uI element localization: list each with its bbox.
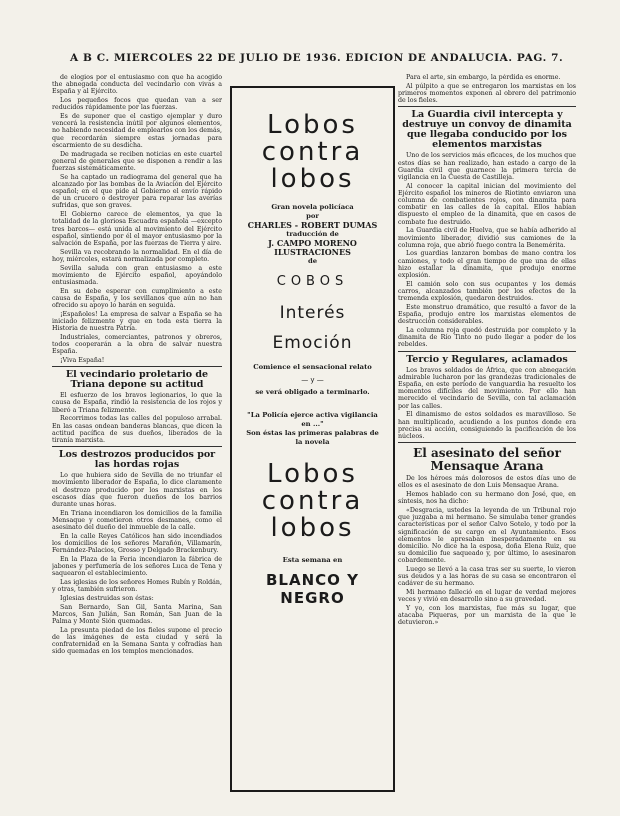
- paragraph: De madrugada se reciben noticias en este cuartel general de generales que se disponen a rendir a las fuerzas sistemáticamente.: [52, 150, 222, 172]
- ad-author: CHARLES - ROBERT DUMAS: [247, 220, 378, 230]
- paragraph: ¡Viva España!: [60, 357, 105, 365]
- ad-word-emocion: Emoción: [272, 333, 353, 353]
- asesinato-article: [398, 475, 576, 627]
- destrozos-article: [52, 472, 222, 655]
- paragraph: La columna roja quedó destruida por completo y la dinamita de Río Tinto no pudo llegar a poder de los rebeldes.: [398, 326, 576, 349]
- ad-line2: se verá obligado a terminarlo.: [255, 388, 370, 396]
- ad-title-line: lobos: [270, 164, 355, 194]
- paragraph: Iglesias destruidas son éstas:: [60, 594, 154, 602]
- paragraph: De los héroes más dolorosos de estos días uno de ellos es el asesinato de don Luis Mensaque Arana.: [398, 475, 576, 490]
- paragraph: Los pequeños focos que quedan van a ser reducidos rápidamente por las fuerzas.: [52, 97, 222, 112]
- divider: [52, 446, 222, 447]
- paragraph: El camión solo con sus ocupantes y los demás carros, alcanzados también por los efectos de la tremenda explosión, quedaron destruidos.: [398, 280, 576, 303]
- ad-illustrator: COBOS: [276, 274, 349, 289]
- right-intro: [398, 74, 576, 104]
- ad-title2-line: lobos: [270, 513, 355, 543]
- ad-week: Esta semana en: [282, 556, 343, 564]
- paragraph: Los guardias lanzaron bombas de mano contra los camiones, y todo el gran tiempo de que una de ellas hizo estallar la dinamita, que produjo enorme explosión.: [398, 250, 576, 280]
- paragraph: En su debe esperar con cumplimiento a este causa de España, y los sevillanos que aún no han ofrecido su apoyo lo harán en seguida.: [52, 287, 222, 310]
- paragraph: Sevilla saluda con gran entusiasmo a este movimiento de Ejército español, apoyándolo entusiasmada.: [52, 264, 222, 286]
- paragraph: Industriales, comerciantes, patronos y obreros, todos cooperarán a la obra de salvar nuestra España.: [52, 333, 222, 356]
- paragraph: El esfuerzo de los bravos legionarios, lo que la causa de España, rindió la resistencia de los rojos y liberó a Triana felizmente.: [52, 392, 222, 414]
- paragraph: Las iglesias de los señores Homes Rubín y Roldán, y otras, también sufrieron.: [52, 578, 222, 594]
- headline-guardia-civil: La Guardia civil intercepta y destruye un convoy de dinamita que llegaba conducido por los elementos marxistas: [402, 109, 572, 151]
- headline-destrozos: Los destrozos producidos por las hordas rojas: [58, 449, 216, 471]
- paragraph: La Guardia civil de Huelva, que se había adherido al movimiento liberador, dividió sus camiones de la columna roja, que abrió fuego contra la Benemérita.: [398, 227, 576, 249]
- paragraph: El dinamismo de estos soldados es maravilloso. Se han multiplicado, acudiendo a los puntos donde era precisa su acción, consiguiendo la pacificación de los núcleos.: [398, 411, 576, 440]
- divider: [398, 351, 576, 352]
- paragraph: El Gobierno carece de elementos, ya que la totalidad de la gloriosa Escuadra española —excepto tres barcos— está unida al movimiento del Ejército español, sintiendo por él el mayor entusiasmo por la salvación de España, por las fuerzas de Tierra y aire.: [52, 211, 222, 247]
- ad-de: de: [307, 257, 318, 265]
- paragraph: ¡Españoles! La empresa de salvar a España se ha iniciado felizmente y que en toda esta tierra la Historia de nuestra Patria.: [52, 310, 222, 333]
- paragraph: Luego se llevó a la casa tras ser su suerte, lo vieron sus deudos y a las horas de su casa se encontraron el cadáver de su hermano.: [398, 566, 576, 588]
- ad-illustrations: ILUSTRACIONES: [274, 247, 351, 257]
- paragraph: Los bravos soldados de África, que con abnegación admirable lucharon por las grandezas tradicionales de España, en este período de vanguardia ha resuelto los momentos difíciles del movimiento. Por ello han merecido el vecindario de Sevilla, con tal aclamación por las calles.: [398, 366, 576, 410]
- headline-tercio: Tercio y Regulares, aclamados: [406, 353, 568, 365]
- paragraph: Al púlpito a que se entregaron los marxistas en los primeros momentos exponen al obrero del patrimonio de los fieles.: [398, 82, 576, 105]
- novel-advertisement: [230, 86, 395, 792]
- ad-title-line: contra: [261, 137, 364, 167]
- paragraph: Este monstruo dramático, que resultó a favor de la España, produjo entre los marxistas elementos de destrucción considerables.: [398, 303, 576, 326]
- paragraph: Y yo, con los marxistas, fue más su lugar, que atacaba Piqueras, por un marxista de la que le detuvieron.»: [398, 605, 576, 627]
- ad-trad: traducción de: [286, 230, 339, 238]
- ad-title2-line: contra: [261, 486, 364, 516]
- paragraph: En Triana incendiaron los domicilios de la familia Mensaque y cometieron otros desmanes, como el asesinato del dueño del inmueble de la calle.: [52, 509, 222, 532]
- paragraph: Es de suponer que el castigo ejemplar y duro vencerá la resistencia inútil por algunos elementos, no habiendo necesidad de emplearlos con los demás, que recordarán siempre estas jornadas para escarmiento de su desdicha.: [52, 113, 222, 149]
- paragraph: de elogios por el entusiasmo con que ha acogido the abnegada conducta del vecindario con vivas a España y al Ejército.: [52, 74, 222, 96]
- paragraph: Al conocer la capital inician del movimiento del Ejército español los mineros de Riotinto enviaron una columna de combatientes rojos, con dinamita para combatir en las calles de la capital. Ellos habían dispuesto el empleo de la dinamita, que en casos de combate fue destruido.: [398, 182, 576, 226]
- ad-por: por: [306, 212, 319, 220]
- divider: [398, 106, 576, 107]
- headline-triana: El vecindario proletario de Triana depone su actitud: [65, 369, 209, 391]
- paragraph: «Desgracia, ustedes la leyenda de un Tribunal rojo que juzgaba a mi hermano. Se simulaba tener grandes características por el señor Calvo Sotelo, y todo por la significación de su cargo en el Ayuntamiento. Esos elementos le apresaban inesperadamente en su domicilio. No dice ha la esposa, doña Elena Ruiz, que su domicilio fue saqueado y, por último, lo asesinaron cobardemente.: [398, 506, 576, 565]
- headline-asesinato: El asesinato del señor Mensaque Arana: [413, 446, 561, 474]
- left-column: [52, 74, 222, 816]
- guardia-civil-article: [398, 152, 576, 348]
- ad-quote2: Son éstas las primeras palabras de la novela: [246, 429, 379, 446]
- ad-title2-line: Lobos: [267, 459, 358, 489]
- ad-dash: — y —: [301, 376, 324, 384]
- ad-quote: "La Policía ejerce activa vigilancia en ...": [247, 411, 378, 428]
- paragraph: En la Plaza de la Feria incendiaron la fábrica de jabones y perfumería de los señores Luca de Tena y saquearon el establecimiento.: [52, 555, 222, 578]
- paragraph: Recorrimos todas las calles del populoso arrabal. En las casas ondean banderas blancas, que dicen la actitud pacífica de sus dueños, liberados de la tiranía marxista.: [52, 415, 222, 444]
- paragraph: Uno de los servicios más eficaces, de los muchos que estos días se han realizado, han estado a cargo de la Guardia civil que guarnece la primera tercia de vigilancia en la Cuesta de Castilleja.: [398, 152, 576, 181]
- ad-line1: Comience el sensacional relato: [253, 363, 372, 371]
- ad-subtitle: Gran novela policíaca: [271, 203, 354, 211]
- paragraph: San Bernardo, San Gil, Santa Marina, San Marcos, San Julián, San Román, San Juan de la Palma y Monte Sión quemadas.: [52, 603, 222, 625]
- paragraph: Hemos hablado con su hermano don José, que, en síntesis, nos ha dicho:: [398, 491, 576, 506]
- triana-article: [52, 392, 222, 444]
- paragraph: Para el arte, sin embargo, la pérdida es enorme.: [406, 74, 561, 81]
- paragraph: Mi hermano falleció en el lugar de verdad mejores veces y vivió en desarrollo sino a su gravedad.: [398, 589, 576, 604]
- paragraph: En la calle Reyes Católicos han sido incendiados los domicilios de los señores Marañón, Villamarín, Fernández-Palacios, Grosso y Delgado Brackenbury.: [52, 532, 222, 555]
- paragraph: Lo que hubiera sido de Sevilla de no triunfar el movimiento liberador de España, lo dice claramente el destrozo producido por los marxistas en los escasos días que fueron dueños de los barrios durante unas horas.: [52, 472, 222, 508]
- ad-magazine: BLANCO Y NEGRO: [266, 571, 359, 607]
- paragraph: La presunta piedad de los fieles supone el precio de las imágenes de esta ciudad y será la confraternidad en la Semana Santa y cofradías han sido quemadas en los templos mencionados.: [52, 626, 222, 656]
- paragraph: Sevilla va recobrando la normalidad. En el día de hoy, miércoles, estará normalizada por completo.: [52, 248, 222, 263]
- ad-word-interes: Interés: [279, 303, 346, 323]
- divider: [52, 366, 222, 367]
- right-column: [398, 74, 576, 816]
- paragraph: Se ha captado un radiograma del general que ha alcanzado por las bombas de la Aviación del Ejército español; en el que pide al Gobierno el envío rápido de un crucero o destroyer para reparar las averías sufridas, que son graves.: [52, 173, 222, 210]
- ad-translator: J. CAMPO MORENO: [268, 238, 357, 248]
- tercio-article: [398, 367, 576, 441]
- ad-title-line: Lobos: [267, 110, 358, 140]
- divider: [398, 442, 576, 443]
- masthead: A B C. MIERCOLES 22 DE JULIO DE 1936. EDICION DE ANDALUCIA. PAG. 7.: [70, 52, 564, 64]
- left-intro: [52, 74, 222, 364]
